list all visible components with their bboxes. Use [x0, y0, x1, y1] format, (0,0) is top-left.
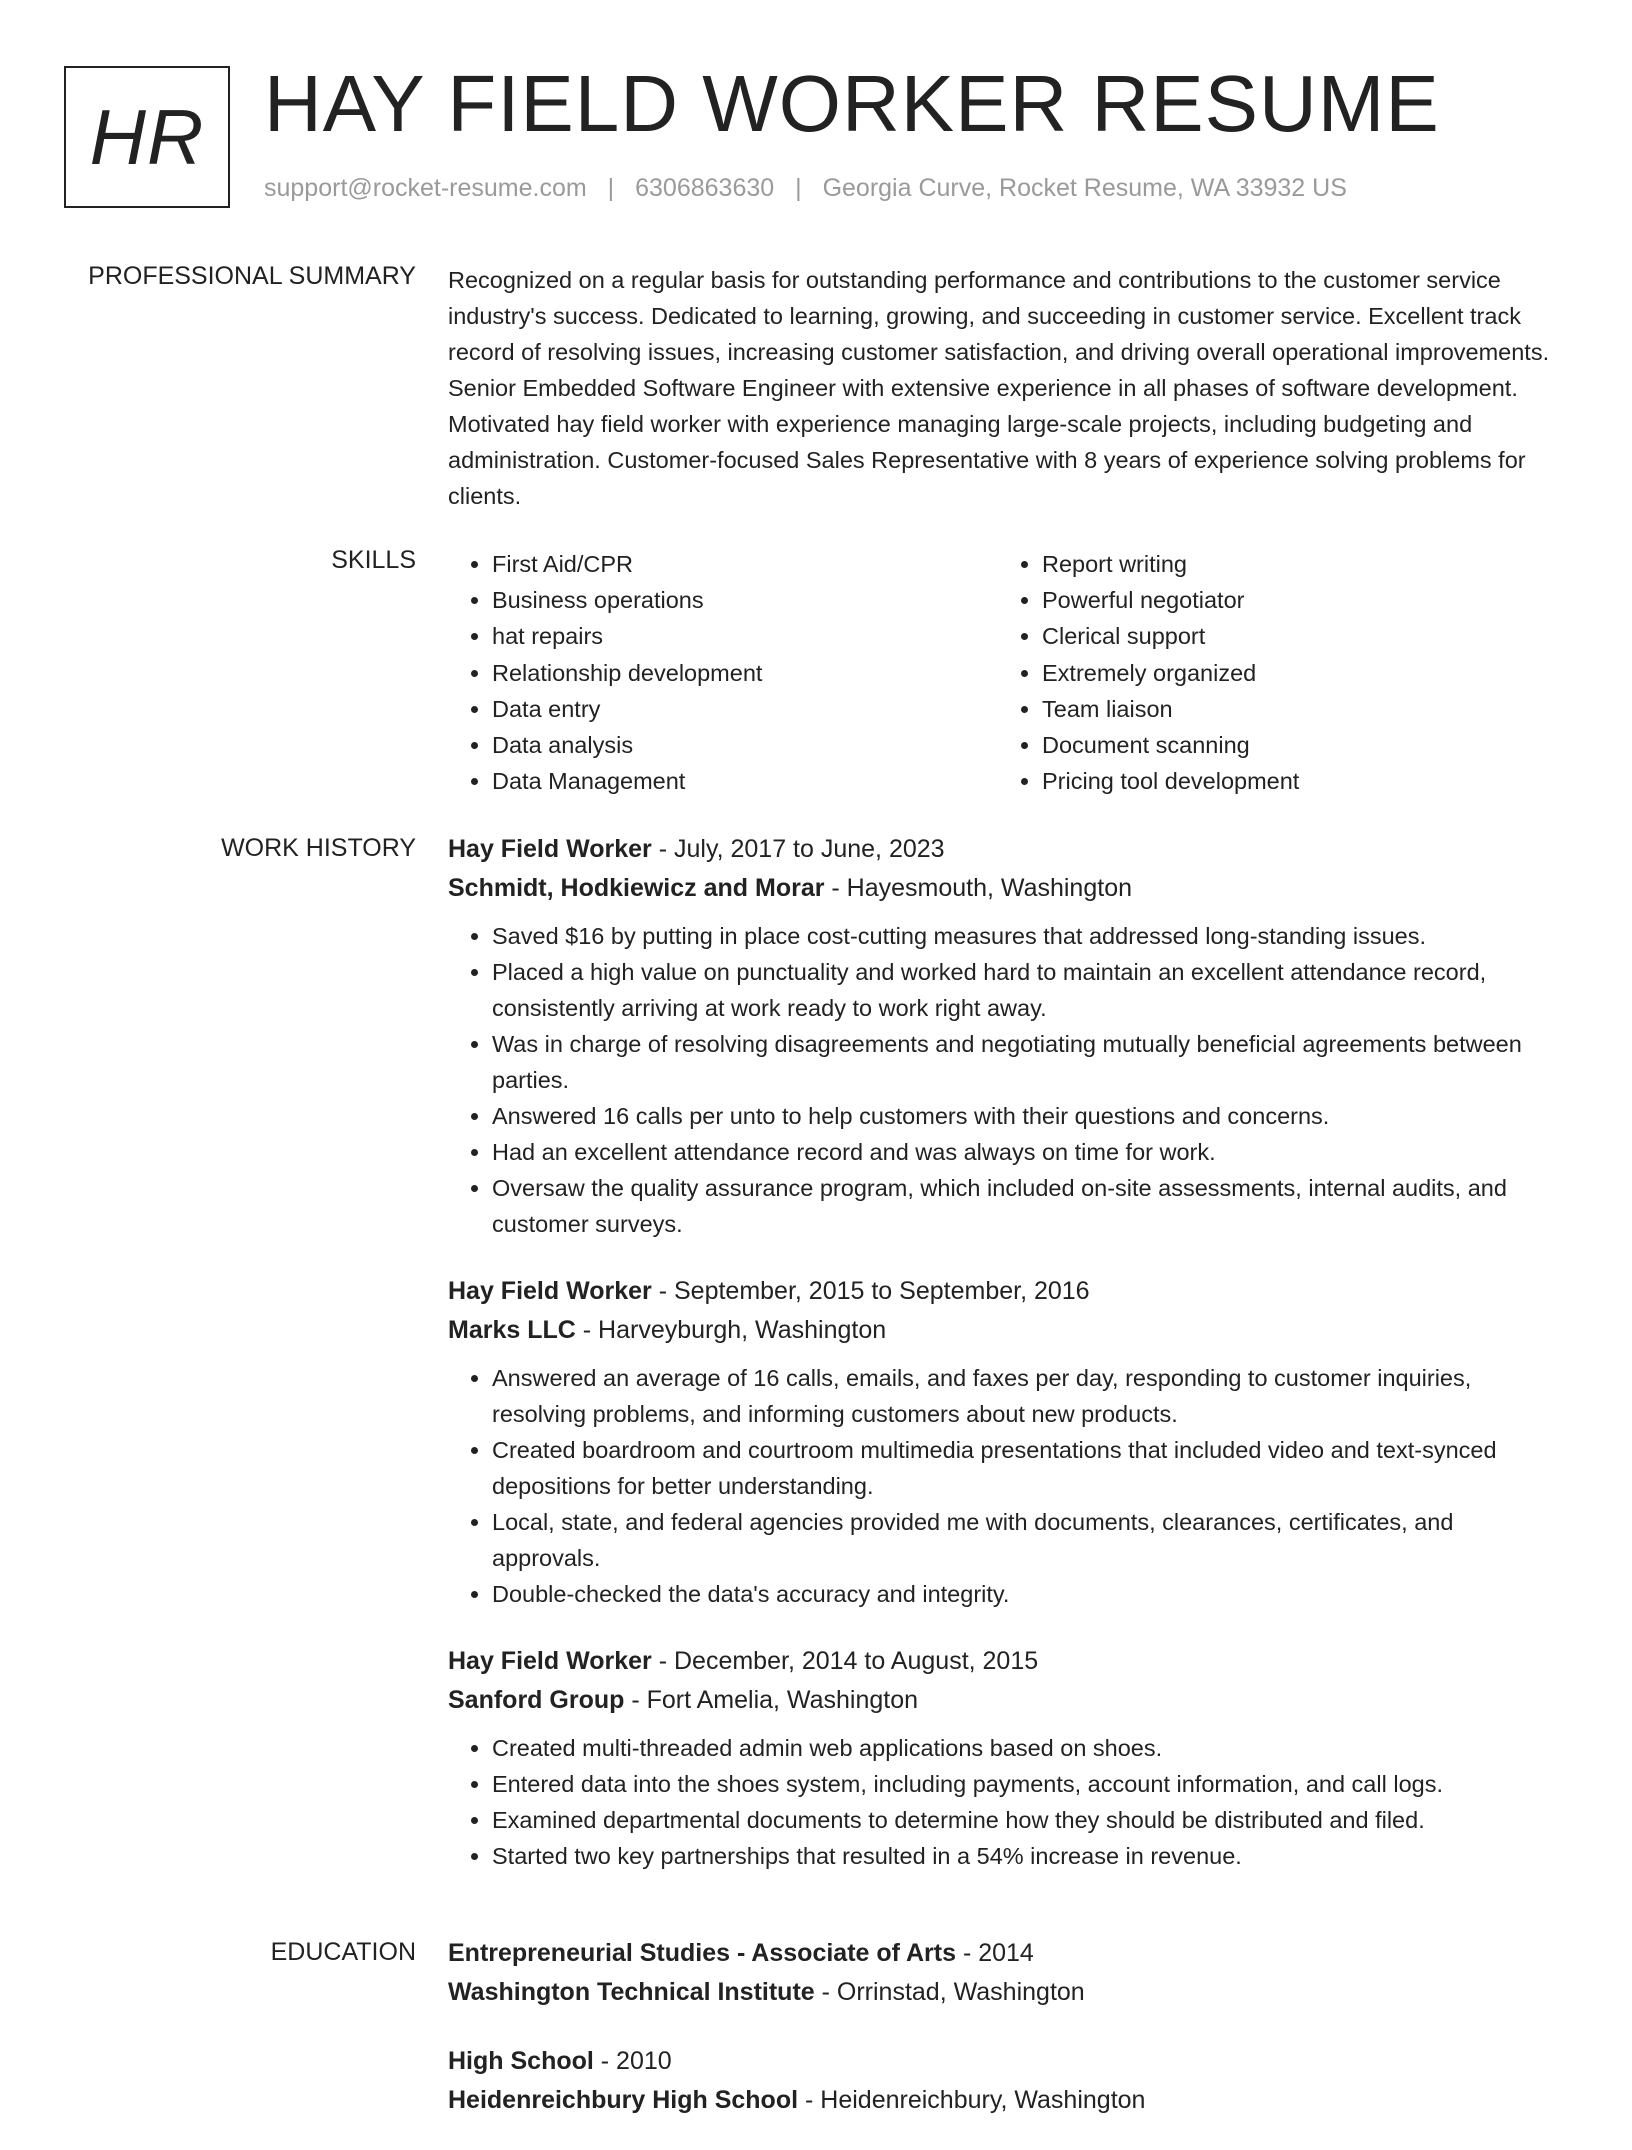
job-bullet: • Entered data into the shoes system, including payments, account information, and call logs.: [492, 1766, 1568, 1802]
education-degree-line: [448, 2042, 1568, 2081]
job-entry: [448, 1642, 1568, 1874]
skills-list-left: [448, 546, 998, 799]
job-bullet: • Started two key partnerships that resulted in a 54% increase in revenue.: [492, 1838, 1568, 1874]
skill-item: • Relationship development: [492, 655, 998, 691]
monogram-text: HR: [89, 92, 205, 181]
job-bullet: • Answered 16 calls per unto to help customers with their questions and concerns.: [492, 1098, 1568, 1134]
job-bullets: [448, 918, 1568, 1242]
skill-item: • Data analysis: [492, 727, 998, 763]
job-company-line: [448, 869, 1568, 908]
education-entry: [448, 1934, 1568, 2012]
job-title: Hay Field Worker: [448, 1647, 652, 1675]
education-year: - 2014: [956, 1939, 1034, 1967]
education-school: Heidenreichbury High School: [448, 2086, 799, 2114]
contact-phone: 6306863630: [635, 174, 775, 202]
skill-item: • Data entry: [492, 691, 998, 727]
skill-item: • Pricing tool development: [1042, 763, 1548, 799]
skill-item: • Business operations: [492, 582, 998, 618]
job-company-line: [448, 1681, 1568, 1720]
job-dates: - December, 2014 to August, 2015: [651, 1647, 1039, 1675]
section-label-skills: SKILLS: [331, 546, 416, 574]
section-label-summary: PROFESSIONAL SUMMARY: [88, 262, 416, 290]
education-year: - 2010: [593, 2047, 672, 2075]
education-school-line: [448, 1973, 1568, 2012]
job-bullet: • Double-checked the data's accuracy and integrity.: [492, 1576, 1568, 1612]
job-title-line: [448, 1642, 1568, 1681]
education-degree: Entrepreneurial Studies - Associate of Arts: [448, 1939, 956, 1967]
skills-lists: [448, 546, 1568, 799]
skill-item: • Extremely organized: [1042, 655, 1548, 691]
skill-item: • hat repairs: [492, 618, 998, 654]
work-history-body: [448, 830, 1568, 1904]
contact-line: [264, 174, 1347, 203]
job-bullet: • Saved $16 by putting in place cost-cutting measures that addressed long-standing issues.: [492, 918, 1568, 954]
education-entry: [448, 2042, 1568, 2120]
skill-item: • First Aid/CPR: [492, 546, 998, 582]
job-bullet: • Created multi-threaded admin web applications based on shoes.: [492, 1730, 1568, 1766]
job-title-line: [448, 830, 1568, 869]
skill-item: • Document scanning: [1042, 727, 1548, 763]
skill-item: • Powerful negotiator: [1042, 582, 1548, 618]
resume-title: HAY FIELD WORKER RESUME: [264, 59, 1440, 148]
job-title: Hay Field Worker: [448, 1277, 652, 1305]
education-school-line: [448, 2081, 1568, 2120]
job-title-line: [448, 1272, 1568, 1311]
section-label-education: EDUCATION: [270, 1938, 416, 1966]
skill-item: • Clerical support: [1042, 618, 1548, 654]
section-label-work-history: WORK HISTORY: [221, 834, 416, 862]
contact-email: support@rocket-resume.com: [264, 174, 587, 202]
job-bullet: • Created boardroom and courtroom multimedia presentations that included video and text-synced depositions for better understanding.: [492, 1432, 1568, 1504]
contact-separator: |: [607, 174, 615, 202]
job-entry: [448, 830, 1568, 1242]
monogram-box: [64, 66, 230, 208]
job-company-line: [448, 1311, 1568, 1350]
job-location: - Fort Amelia, Washington: [624, 1686, 919, 1714]
job-company: Sanford Group: [448, 1686, 625, 1714]
summary-text: Recognized on a regular basis for outstanding performance and contributions to the customer service industry's success. Dedicated to learning, growing, and succeeding in customer service. Excellent track record of resolving issues, increasing customer satisfaction, and driving overall operational improvements. Senior Embedded Software Engineer with extensive experience in all phases of software development. Motivated hay field worker with experience managing large-scale projects, including budgeting and administration. Customer-focused Sales Representative with 8 years of experience solving problems for clients.: [448, 267, 1550, 509]
education-body: [448, 1934, 1568, 2150]
job-bullet: • Had an excellent attendance record and was always on time for work.: [492, 1134, 1568, 1170]
education-location: - Orrinstad, Washington: [814, 1978, 1085, 2006]
job-bullets: [448, 1730, 1568, 1874]
job-bullet: • Was in charge of resolving disagreements and negotiating mutually beneficial agreements between parties.: [492, 1026, 1568, 1098]
job-bullet: • Examined departmental documents to determine how they should be distributed and filed.: [492, 1802, 1568, 1838]
job-dates: - September, 2015 to September, 2016: [651, 1277, 1090, 1305]
job-title: Hay Field Worker: [448, 835, 652, 863]
summary-body: [448, 262, 1568, 514]
education-location: - Heidenreichbury, Washington: [798, 2086, 1146, 2114]
skill-item: • Team liaison: [1042, 691, 1548, 727]
job-company: Schmidt, Hodkiewicz and Morar: [448, 874, 825, 902]
skill-item: • Report writing: [1042, 546, 1548, 582]
contact-address: Georgia Curve, Rocket Resume, WA 33932 US: [822, 174, 1347, 202]
job-bullet: • Oversaw the quality assurance program, which included on-site assessments, internal audits, and customer surveys.: [492, 1170, 1568, 1242]
job-location: - Hayesmouth, Washington: [824, 874, 1132, 902]
job-bullet: • Answered an average of 16 calls, emails, and faxes per day, responding to customer inquiries, resolving problems, and informing customers about new products.: [492, 1360, 1568, 1432]
job-bullet: • Placed a high value on punctuality and worked hard to maintain an excellent attendance record, consistently arriving at work ready to work right away.: [492, 954, 1568, 1026]
job-bullet: • Local, state, and federal agencies provided me with documents, clearances, certificates, and approvals.: [492, 1504, 1568, 1576]
job-location: - Harveyburgh, Washington: [575, 1316, 887, 1344]
job-dates: - July, 2017 to June, 2023: [651, 835, 945, 863]
education-school: Washington Technical Institute: [448, 1978, 815, 2006]
job-entry: [448, 1272, 1568, 1612]
skill-item: • Data Management: [492, 763, 998, 799]
education-degree: High School: [448, 2047, 594, 2075]
education-degree-line: [448, 1934, 1568, 1973]
contact-separator: |: [795, 174, 802, 202]
job-company: Marks LLC: [448, 1316, 576, 1344]
skills-list-right: [998, 546, 1548, 799]
job-bullets: [448, 1360, 1568, 1612]
